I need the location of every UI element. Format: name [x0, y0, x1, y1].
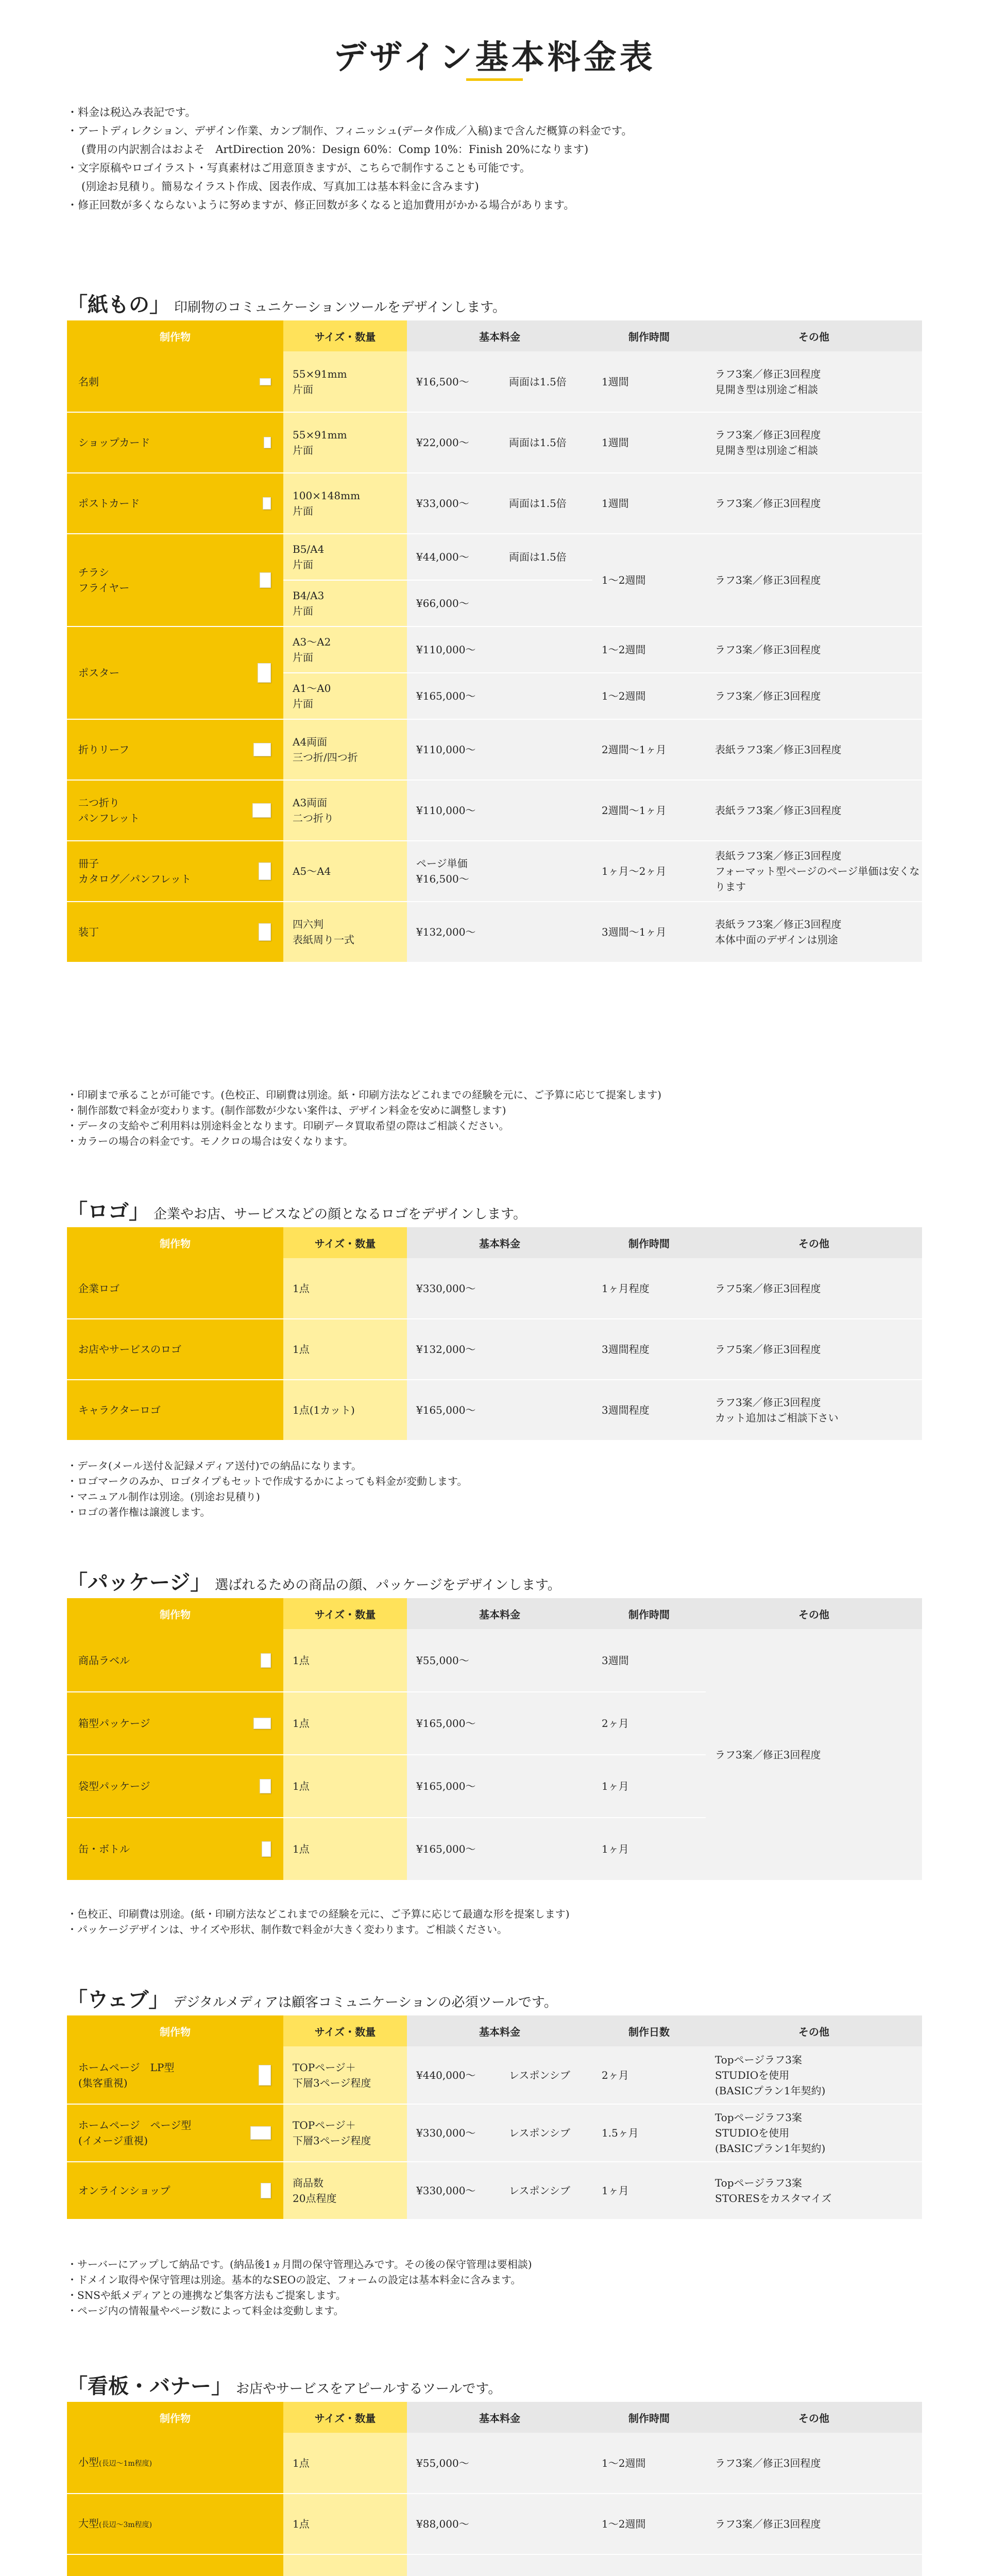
qty-cell: 四六判 表紙周り一式 — [283, 902, 407, 962]
price-cell: ¥55,000〜 — [407, 1629, 592, 1692]
other-cell: 表紙ラフ3案／修正3回程度 — [706, 780, 922, 841]
price-cell: ¥88,000〜 — [407, 2494, 592, 2554]
qty-cell: 1点 — [283, 1629, 407, 1692]
days-cell: 1ヶ月 — [592, 2162, 706, 2219]
qty-cell: 1点 — [283, 1319, 407, 1380]
item-cell: 缶・ボトル — [67, 1818, 283, 1880]
price-extra: 両面は1.5倍 — [509, 375, 567, 388]
days-cell: 1〜2週間 — [592, 534, 706, 626]
table-row — [67, 351, 922, 412]
header-price: 基本料金 — [407, 1227, 592, 1258]
header-qty: サイズ・数量 — [283, 1598, 407, 1629]
note: ・パッケージデザインは、サイズや形状、制作数で料金が大きく変わります。ご相談ください。 — [67, 1923, 507, 1936]
price-cell — [407, 351, 592, 412]
document-icon — [260, 1779, 271, 1793]
days-cell: 3週間程度 — [592, 1380, 706, 1440]
item-cell: 企業ロゴ — [67, 1258, 283, 1319]
section-title-text: 「パッケージ」 — [67, 1571, 211, 1595]
note: ・ロゴの著作権は譲渡します。 — [67, 1506, 211, 1518]
price-cell: ¥110,000〜 — [407, 780, 592, 841]
price-extra: レスポンシブ — [509, 2184, 570, 2197]
days-cell: 2週間〜1ヶ月 — [592, 719, 706, 780]
table-row — [67, 2554, 922, 2576]
item-name: 名刺 — [78, 375, 99, 388]
item-cell: 箱型パッケージ — [67, 1692, 283, 1755]
table-row — [67, 780, 922, 841]
other-cell: ラフ3案／修正3回程度 見開き型は別途ご相談 — [706, 351, 922, 412]
item-cell — [67, 351, 283, 412]
item-cell: 袋型パッケージ — [67, 1755, 283, 1818]
section-title-logo — [67, 1195, 526, 1225]
other-cell: ラフ5案／修正3回程度 — [706, 1319, 922, 1380]
other-cell: 表紙ラフ3案／修正3回程度 — [706, 719, 922, 780]
document-icon — [259, 923, 271, 941]
header-price: 基本料金 — [407, 1598, 592, 1629]
days-cell: 1〜2週間 — [592, 673, 706, 719]
section-title-paper — [67, 289, 506, 318]
table-row — [67, 1629, 922, 1692]
other-cell: ラフ3案／修正3回程度 — [706, 626, 922, 673]
qty-cell: 1点 — [283, 1755, 407, 1818]
section-title-text: 「看板・バナー」 — [67, 2375, 232, 2398]
document-icon — [250, 2126, 271, 2140]
item-cell — [67, 902, 283, 962]
header-days: 制作時間 — [592, 1598, 706, 1629]
qty-cell: 1点 — [283, 1692, 407, 1755]
intro-note: ・修正回数が多くならないように努めますが、修正回数が多くなると追加費用がかかる場合があります。 — [67, 199, 575, 211]
intro-notes — [67, 103, 922, 214]
package-price-table — [67, 1598, 922, 1881]
qty-cell: 1点(1カット) — [283, 1380, 407, 1440]
price: ¥22,000〜 — [416, 436, 469, 449]
note: ・色校正、印刷費は別途。(紙・印刷方法などこれまでの経験を元に、ご予算に応じて最適な形を提案します) — [67, 1908, 570, 1920]
price-extra: 両面は1.5倍 — [509, 497, 567, 510]
logo-price-table — [67, 1227, 922, 1441]
header-other: その他 — [706, 320, 922, 351]
notes-logo — [67, 1458, 922, 1520]
header-qty: サイズ・数量 — [283, 320, 407, 351]
table-row — [67, 473, 922, 534]
section-title-text: 「ウェブ」 — [67, 1988, 169, 2012]
header-item: 制作物 — [67, 2402, 283, 2433]
note: ・カラーの場合の料金です。モノクロの場合は安くなります。 — [67, 1135, 353, 1147]
qty-cell: TOPページ＋ 下層3ページ程度 — [283, 2046, 407, 2104]
days-cell: 1ヶ月 — [592, 1818, 706, 1880]
price-cell — [407, 2162, 592, 2219]
item-cell: オンラインショップ — [67, 2162, 283, 2219]
days-cell: 1.5ヶ月 — [592, 2104, 706, 2162]
section-description: 企業やお店、サービスなどの顔となるロゴをデザインします。 — [154, 1207, 527, 1222]
price-cell — [407, 2046, 592, 2104]
days-cell: 1〜2週間 — [592, 626, 706, 673]
notes-paper — [67, 1087, 922, 1149]
note: ・印刷まで承ることが可能です。(色校正、印刷費は別途。紙・印刷方法などこれまでの経験を元に、ご予算に応じて提案します) — [67, 1089, 662, 1101]
price-cell: ¥165,000〜 — [407, 1818, 592, 1880]
price-cell: ¥55,000〜 — [407, 2433, 592, 2494]
table-header — [67, 1598, 922, 1629]
notes-package — [67, 1906, 922, 1937]
qty-cell: 100×148mm 片面 — [283, 473, 407, 534]
other-cell: ラフ3案／修正3回程度 — [706, 1629, 922, 1880]
table-row — [67, 2433, 922, 2494]
document-icon — [252, 803, 271, 818]
qty-cell: B5/A4 片面 — [283, 534, 407, 580]
price: ¥330,000〜 — [416, 2184, 476, 2197]
section-description: お店やサービスをアピールするツールです。 — [236, 2381, 502, 2397]
item-cell: 小型(長辺〜1m程度) — [67, 2433, 283, 2494]
item-cell: キャラクターロゴ — [67, 1380, 283, 1440]
other-cell: ラフ3案／修正3回程度 — [706, 2494, 922, 2554]
section-title-package — [67, 1566, 561, 1596]
document-icon — [260, 572, 271, 588]
item-cell — [67, 841, 283, 902]
item-cell — [67, 626, 283, 719]
note: ・ロゴマークのみか、ロゴタイプもセットで作成するかによっても料金が変動します。 — [67, 1475, 468, 1487]
item-name: チラシ フライヤー — [78, 566, 130, 594]
header-item: 制作物 — [67, 1227, 283, 1258]
qty-cell: B4/A3 片面 — [283, 580, 407, 626]
header-price: 基本料金 — [407, 2015, 592, 2046]
document-icon — [259, 2065, 271, 2086]
price-cell: ページ単価 ¥16,500〜 — [407, 841, 592, 902]
section-title-text: 「紙もの」 — [67, 293, 170, 317]
qty-cell: 商品数 20点程度 — [283, 2162, 407, 2219]
page-title: デザイン基本料金表 — [333, 39, 656, 77]
header-item: 制作物 — [67, 2015, 283, 2046]
qty-cell: 55×91mm 片面 — [283, 351, 407, 412]
note: ・ドメイン取得や保守管理は別途。基本的なSEOの設定、フォームの設定は基本料金に含みます。 — [67, 2274, 521, 2286]
item-name: 折りリーフ — [78, 743, 129, 756]
table-row — [67, 1258, 922, 1319]
item-cell — [67, 719, 283, 780]
table-row — [67, 2104, 922, 2162]
item-cell — [67, 534, 283, 626]
price-cell — [407, 2104, 592, 2162]
other-cell: ラフ3案／修正3回程度 — [706, 534, 922, 626]
document-icon — [253, 1718, 271, 1729]
other-cell: Topページラフ3案 STUDIOを使用 (BASICプラン1年契約) — [706, 2104, 922, 2162]
header-other: その他 — [706, 2402, 922, 2433]
table-row — [67, 534, 922, 580]
table-row — [67, 719, 922, 780]
price: ¥110,000〜 — [416, 643, 476, 656]
other-cell: Topページラフ3案 STORESをカスタマイズ — [706, 2162, 922, 2219]
days-cell: 1週間 — [592, 351, 706, 412]
size-note: (長辺〜3m程度) — [99, 2520, 152, 2529]
item-cell: ホームページ LP型 (集客重視) — [67, 2046, 283, 2104]
note: ・ページ内の情報量やページ数によって料金は変動します。 — [67, 2304, 344, 2317]
table-row — [67, 841, 922, 902]
table-row — [67, 626, 922, 673]
other-cell: Topページラフ3案 STUDIOを使用 (BASICプラン1年契約) — [706, 2046, 922, 2104]
header-other: その他 — [706, 2015, 922, 2046]
sign-price-table — [67, 2402, 922, 2576]
table-header — [67, 1227, 922, 1258]
intro-note: (費用の内訳割合はおよそ ArtDirection 20%：Design 60%：Comp 10%：Finish 20%になります) — [81, 143, 589, 156]
intro-note: ・料金は税込み表記です。 — [67, 106, 196, 118]
header-other: その他 — [706, 1598, 922, 1629]
table-row — [67, 1380, 922, 1440]
header-item: 制作物 — [67, 1598, 283, 1629]
document-icon — [261, 1653, 271, 1668]
days-cell: 1〜2週間 — [592, 2494, 706, 2554]
days-cell: 2ヶ月 — [592, 1692, 706, 1755]
intro-note: (別途お見積り。簡易なイラスト作成、図表作成、写真加工は基本料金に含みます) — [81, 180, 479, 193]
price-cell — [407, 534, 592, 580]
web-price-table — [67, 2015, 922, 2220]
section-description: デジタルメディアは顧客コミュニケーションの必須ツールです。 — [173, 1995, 557, 2010]
other-cell: 表紙ラフ3案／修正3回程度 フォーマット型ページのページ単価は安くなります — [706, 841, 922, 902]
days-cell: 1ヶ月 — [592, 1755, 706, 1818]
qty-cell — [283, 2554, 407, 2576]
intro-note: ・アートディレクション、デザイン作業、カンプ制作、フィニッシュ(データ作成／入稿)まで含んだ概算の料金です。 — [67, 125, 633, 137]
qty-cell: A5〜A4 — [283, 841, 407, 902]
table-header — [67, 2402, 922, 2433]
days-cell: 1ヶ月程度 — [592, 1258, 706, 1319]
price-cell: ¥165,000〜 — [407, 1692, 592, 1755]
item-name: 装丁 — [78, 926, 99, 938]
table-row — [67, 1319, 922, 1380]
other-cell: ラフ3案／修正3回程度 — [706, 473, 922, 534]
table-row — [67, 412, 922, 473]
header-qty: サイズ・数量 — [283, 2015, 407, 2046]
table-header — [67, 2015, 922, 2046]
price-cell: ¥132,000〜 — [407, 902, 592, 962]
days-cell: 1週間 — [592, 473, 706, 534]
qty-cell: 1点 — [283, 2494, 407, 2554]
price-cell: ¥132,000〜 — [407, 1319, 592, 1380]
price: ¥440,000〜 — [416, 2069, 476, 2081]
item-cell — [67, 780, 283, 841]
price: ¥44,000〜 — [416, 551, 469, 563]
item-name: ポストカード — [78, 497, 140, 510]
qty-cell: A3〜A2 片面 — [283, 626, 407, 673]
item-cell: 商品ラベル — [67, 1629, 283, 1692]
header-days: 制作時間 — [592, 2402, 706, 2433]
document-icon — [264, 437, 271, 448]
note: ・SNSや紙メディアとの連携など集客方法もご提案します。 — [67, 2289, 346, 2301]
other-cell: 表紙ラフ3案／修正3回程度 本体中面のデザインは別途 — [706, 902, 922, 962]
size-note: (長辺〜1m程度) — [99, 2460, 152, 2468]
other-cell — [706, 2554, 922, 2576]
header-days: 制作日数 — [592, 2015, 706, 2046]
price: ¥330,000〜 — [416, 2127, 476, 2139]
document-icon — [258, 663, 271, 683]
item-name: ポスター — [78, 667, 120, 679]
price-cell: ¥330,000〜 — [407, 1258, 592, 1319]
days-cell: 3週間〜1ヶ月 — [592, 902, 706, 962]
days-cell: 2週間〜1ヶ月 — [592, 780, 706, 841]
item-cell: お店やサービスのロゴ — [67, 1319, 283, 1380]
price-cell: ¥66,000〜 — [407, 580, 592, 626]
header-item: 制作物 — [67, 320, 283, 351]
days-cell: 1週間 — [592, 412, 706, 473]
qty-cell: 1点 — [283, 1818, 407, 1880]
table-row — [67, 2162, 922, 2219]
header-other: その他 — [706, 1227, 922, 1258]
item-name: 二つ折り パンフレット — [78, 796, 140, 824]
section-title-web — [67, 1984, 557, 2013]
days-cell — [592, 2554, 706, 2576]
note: ・データ(メール送付＆記録メディア送付)での納品になります。 — [67, 1460, 362, 1472]
note: ・マニュアル制作は別途。(別途お見積り) — [67, 1490, 260, 1503]
price-cell — [407, 626, 592, 673]
other-cell: ラフ3案／修正3回程度 カット追加はご相談下さい — [706, 1380, 922, 1440]
header-days: 制作時間 — [592, 1227, 706, 1258]
document-icon — [262, 1841, 271, 1857]
header-price: 基本料金 — [407, 320, 592, 351]
price-cell: ¥165,000〜 — [407, 673, 592, 719]
days-cell: 1ヶ月〜2ヶ月 — [592, 841, 706, 902]
price: ¥33,000〜 — [416, 497, 469, 510]
days-cell: 3週間 — [592, 1629, 706, 1692]
item-name: ショップカード — [78, 436, 150, 449]
section-description: 印刷物のコミュニケーションツールをデザインします。 — [174, 300, 506, 315]
days-cell: 3週間程度 — [592, 1319, 706, 1380]
title-underline — [466, 78, 523, 81]
table-row — [67, 2046, 922, 2104]
table-header — [67, 320, 922, 351]
price-cell — [407, 2554, 592, 2576]
qty-cell: A3両面 二つ折り — [283, 780, 407, 841]
price-cell: ¥165,000〜 — [407, 1755, 592, 1818]
table-row — [67, 2494, 922, 2554]
other-cell: ラフ5案／修正3回程度 — [706, 1258, 922, 1319]
qty-cell: TOPページ＋ 下層3ページ程度 — [283, 2104, 407, 2162]
price-extra: レスポンシブ — [509, 2069, 570, 2081]
document-icon — [259, 862, 271, 880]
price-extra: レスポンシブ — [509, 2127, 570, 2139]
header-qty: サイズ・数量 — [283, 2402, 407, 2433]
item-cell — [67, 473, 283, 534]
qty-cell: 1点 — [283, 1258, 407, 1319]
price-extra: 両面は1.5倍 — [509, 551, 567, 563]
days-cell: 1〜2週間 — [592, 2433, 706, 2494]
section-title-text: 「ロゴ」 — [67, 1200, 149, 1224]
note: ・制作部数で料金が変わります。(制作部数が少ない案件は、デザイン料金を安めに調整します) — [67, 1104, 506, 1116]
section-title-sign — [67, 2370, 501, 2399]
qty-cell: A1〜A0 片面 — [283, 673, 407, 719]
item-name: 冊子 カタログ／パンフレット — [78, 857, 191, 885]
document-icon — [260, 378, 271, 385]
intro-note: ・文字原稿やロゴイラスト・写真素材はご用意頂きますが、こちらで制作することも可能です。 — [67, 162, 531, 174]
price: ¥16,500〜 — [416, 375, 469, 388]
price-cell — [407, 412, 592, 473]
price-cell — [407, 473, 592, 534]
item-cell — [67, 412, 283, 473]
notes-web — [67, 2257, 922, 2318]
section-description: 選ばれるための商品の顔、パッケージをデザインします。 — [215, 1578, 561, 1593]
price-extra: 両面は1.5倍 — [509, 436, 567, 449]
document-icon — [263, 497, 271, 510]
header-price: 基本料金 — [407, 2402, 592, 2433]
other-cell: ラフ3案／修正3回程度 — [706, 2433, 922, 2494]
document-icon — [253, 743, 271, 756]
item-cell: 大型(長辺〜3m程度) — [67, 2494, 283, 2554]
note: ・データの支給やご利用料は別途料金となります。印刷データ買取希望の際はご相談ください。 — [67, 1120, 509, 1132]
document-icon — [261, 2183, 271, 2198]
paper-price-table — [67, 320, 922, 963]
header-days: 制作時間 — [592, 320, 706, 351]
header-qty: サイズ・数量 — [283, 1227, 407, 1258]
price-cell: ¥110,000〜 — [407, 719, 592, 780]
table-row — [67, 902, 922, 962]
qty-cell: 55×91mm 片面 — [283, 412, 407, 473]
days-cell: 2ヶ月 — [592, 2046, 706, 2104]
qty-cell: A4両面 三つ折/四つ折 — [283, 719, 407, 780]
price-cell: ¥165,000〜 — [407, 1380, 592, 1440]
item-cell — [67, 2554, 283, 2576]
item-cell: ホームページ ページ型 (イメージ重視) — [67, 2104, 283, 2162]
qty-cell: 1点 — [283, 2433, 407, 2494]
other-cell: ラフ3案／修正3回程度 見開き型は別途ご相談 — [706, 412, 922, 473]
note: ・サーバーにアップして納品です。(納品後1ヵ月間の保守管理込みです。その後の保守管理は要相談) — [67, 2258, 532, 2270]
other-cell: ラフ3案／修正3回程度 — [706, 673, 922, 719]
